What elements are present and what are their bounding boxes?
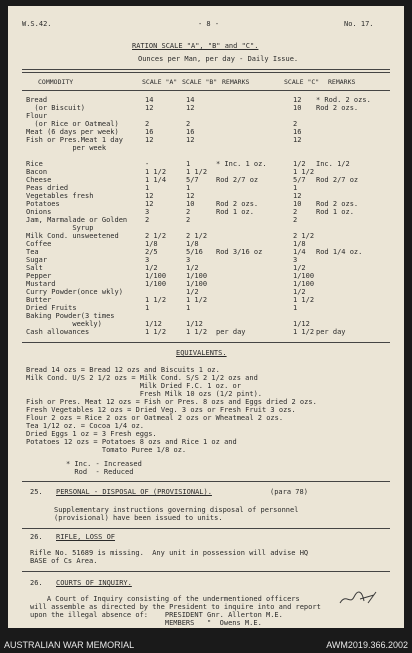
cell-commodity: Dried Fruits (26, 304, 77, 312)
cell-scale-b: 1/12 (186, 320, 203, 328)
cell-commodity: Bread (26, 96, 48, 104)
column-header-remarks-c: REMARKS (328, 78, 356, 86)
cell-scale-c: 2 1/2 (293, 232, 315, 240)
table-row (8, 112, 404, 120)
section-26b-line-3: upon the illegal absence of: PRESIDENT Gnr. Allerton M.E. (30, 611, 283, 619)
cell-commodity: weekly) (26, 320, 102, 328)
cell-scale-c: 2 (293, 216, 298, 224)
cell-commodity: Baking Powder(3 times (26, 312, 115, 320)
section-divider-2 (22, 528, 390, 529)
archive-reference: AWM2019.366.2002 (326, 640, 408, 650)
cell-scale-c: 5/7 (293, 176, 306, 184)
cell-scale-a: 16 (145, 128, 154, 136)
table-row (8, 304, 404, 312)
cell-scale-a: 1/100 (145, 272, 167, 280)
cell-scale-a: 2 1/2 (145, 232, 167, 240)
cell-scale-a: 3 (145, 208, 150, 216)
cell-scale-c: 2 (293, 120, 298, 128)
cell-scale-a: 1/100 (145, 280, 167, 288)
cell-scale-a: 12 (145, 136, 154, 144)
section-25-line-2: (provisional) have been issued to units. (54, 514, 223, 522)
cell-scale-b: 5/16 (186, 248, 203, 256)
equivalent-line: Tea 1/12 oz. = Cocoa 1/4 oz. (26, 422, 145, 430)
cell-commodity: Meat (6 days per week) (26, 128, 119, 136)
cell-scale-c: 12 (293, 136, 302, 144)
header-left: W.S.42. (22, 20, 52, 28)
cell-scale-b: 1/100 (186, 280, 208, 288)
cell-scale-b: 1 (186, 184, 191, 192)
section-25-line-1: Supplementary instructions governing disposal of personnel (54, 506, 299, 514)
cell-scale-b: 5/7 (186, 176, 199, 184)
cell-scale-c: 1 (293, 304, 298, 312)
section-26a-line-2: BASE of Cs Area. (30, 557, 98, 565)
table-row (8, 248, 404, 256)
table-row (8, 328, 404, 336)
cell-remarks-b: Rod 1 oz. (216, 208, 254, 216)
cell-scale-c: 1 1/2 (293, 296, 315, 304)
cell-scale-b: 1 1/2 (186, 328, 208, 336)
cell-scale-c: 1 (293, 184, 298, 192)
cell-remarks-c: Rod 2 ozs. (316, 104, 359, 112)
legend-increased: * Inc. - Increased (66, 460, 142, 468)
cell-commodity: Potatoes (26, 200, 60, 208)
cell-commodity: Butter (26, 296, 52, 304)
cell-scale-a: 14 (145, 96, 154, 104)
cell-scale-a: 1/8 (145, 240, 158, 248)
section-25-ref: (para 78) (270, 488, 308, 496)
cell-scale-c: 1/4 (293, 248, 306, 256)
ration-scale-subtitle: Ounces per Man, per day - Daily Issue. (138, 55, 299, 63)
cell-scale-c: 16 (293, 128, 302, 136)
section-26a-number: 26. (30, 533, 43, 541)
table-row (8, 320, 404, 328)
table-row (8, 312, 404, 320)
cell-scale-b: 1 1/2 (186, 296, 208, 304)
table-row (8, 152, 404, 160)
table-top-rule (22, 69, 390, 70)
table-row (8, 240, 404, 248)
cell-remarks-c: Inc. 1/2 (316, 160, 350, 168)
document-page (8, 6, 404, 628)
table-row (8, 136, 404, 144)
table-row (8, 216, 404, 224)
cell-scale-a: 1 1/4 (145, 176, 167, 184)
cell-commodity: (or Rice or Oatmeal) (26, 120, 119, 128)
table-row (8, 128, 404, 136)
cell-commodity: Onions (26, 208, 52, 216)
cell-remarks-b: * Inc. 1 oz. (216, 160, 267, 168)
cell-scale-c: 12 (293, 96, 302, 104)
cell-scale-b: 1 (186, 160, 191, 168)
cell-commodity: Cheese (26, 176, 52, 184)
equivalent-line: Fresh Vegetables 12 ozs = Dried Veg. 3 ozs or Fresh Fruit 3 ozs. (26, 406, 296, 414)
table-row (8, 224, 404, 232)
cell-commodity: Rice (26, 160, 43, 168)
table-row (8, 208, 404, 216)
header-page-number: - 8 - (198, 20, 220, 28)
table-row (8, 280, 404, 288)
cell-commodity: Pepper (26, 272, 52, 280)
section-divider-3 (22, 571, 390, 572)
section-25-number: 25. (30, 488, 43, 496)
ration-scale-title: RATION SCALE "A", "B" and "C". (132, 42, 259, 50)
table-row (8, 232, 404, 240)
cell-scale-a: 1/2 (145, 264, 158, 272)
section-26b-title: COURTS OF INQUIRY. (56, 579, 132, 587)
cell-scale-a: 12 (145, 200, 154, 208)
section-26a-line-1: Rifle No. 51689 is missing. Any unit in possession will advise HQ (30, 549, 309, 557)
cell-scale-a: 1 (145, 304, 150, 312)
cell-scale-a: 2/5 (145, 248, 158, 256)
cell-commodity: Vegetables fresh (26, 192, 94, 200)
cell-scale-b: 1/100 (186, 272, 208, 280)
table-row (8, 256, 404, 264)
column-header-commodity: COMMODITY (38, 78, 74, 86)
cell-scale-a: 2 (145, 216, 150, 224)
table-row (8, 272, 404, 280)
table-row (8, 200, 404, 208)
cell-scale-b: 2 (186, 208, 191, 216)
section-divider-1 (22, 481, 390, 482)
cell-scale-b: 1/2 (186, 288, 199, 296)
table-row (8, 104, 404, 112)
cell-scale-c: 1/2 (293, 288, 306, 296)
cell-commodity: Curry Powder(once wkly) (26, 288, 123, 296)
equivalent-line: Fresh Milk 10 ozs (1/2 pint). (26, 390, 263, 398)
equivalent-line: Dried Eggs 1 oz = 3 Fresh eggs. (26, 430, 157, 438)
column-header-remarks-b: REMARKS (222, 78, 250, 86)
cell-commodity: Peas dried (26, 184, 69, 192)
cell-scale-c: 1/2 (293, 264, 306, 272)
cell-commodity: Jam, Marmalade or Golden (26, 216, 128, 224)
header-issue-number: No. 17. (344, 20, 374, 28)
handwritten-signature (338, 589, 378, 607)
cell-commodity: Tea (26, 248, 39, 256)
equivalent-line: Flour 2 ozs = Rice 2 ozs or Oatmeal 2 ozs or Wheatmeal 2 ozs. (26, 414, 284, 422)
cell-scale-c: 1/2 (293, 160, 306, 168)
cell-commodity: Sugar (26, 256, 48, 264)
section-26b-line-1: A Court of Inquiry consisting of the undermentioned officers (30, 595, 300, 603)
cell-scale-c: 1/8 (293, 240, 306, 248)
section-26b-line-4: MEMBERS " Owens M.E. (30, 619, 262, 627)
cell-remarks-c: per day (316, 328, 346, 336)
cell-scale-a: 1 1/2 (145, 328, 167, 336)
cell-commodity: Bacon (26, 168, 48, 176)
table-row (8, 264, 404, 272)
cell-commodity: Syrup (26, 224, 94, 232)
table-row (8, 296, 404, 304)
cell-remarks-c: Rod 1/4 oz. (316, 248, 363, 256)
table-row (8, 144, 404, 152)
cell-scale-b: 2 (186, 120, 191, 128)
cell-scale-c: 12 (293, 192, 302, 200)
cell-scale-b: 1/2 (186, 264, 199, 272)
cell-scale-a: 12 (145, 104, 154, 112)
archive-name: AUSTRALIAN WAR MEMORIAL (4, 640, 135, 650)
cell-commodity: Coffee (26, 240, 52, 248)
cell-scale-b: 12 (186, 104, 195, 112)
section-25-title: PERSONAL - DISPOSAL OF (PROVISIONAL). (56, 488, 212, 496)
table-row (8, 184, 404, 192)
equivalent-line: Bread 14 ozs = Bread 12 ozs and Biscuits 1 oz. (26, 366, 220, 374)
cell-remarks-c: Rod 2/7 oz (316, 176, 359, 184)
cell-commodity: Milk Cond. unsweetened (26, 232, 119, 240)
section-26b-line-2: will assemble as directed by the President to inquire into and report (30, 603, 321, 611)
cell-scale-a: 1/12 (145, 320, 162, 328)
cell-scale-b: 1/8 (186, 240, 199, 248)
cell-commodity: Cash allowances (26, 328, 90, 336)
cell-scale-c: 1/12 (293, 320, 310, 328)
cell-scale-c: 1/100 (293, 280, 315, 288)
cell-scale-c: 1 1/2 (293, 168, 315, 176)
cell-remarks-b: Rod 2/7 oz (216, 176, 259, 184)
cell-remarks-b: Rod 3/16 oz (216, 248, 263, 256)
cell-scale-a: 1 (145, 184, 150, 192)
cell-scale-c: 10 (293, 200, 302, 208)
equivalent-line: Milk Cond. U/S 2 1/2 ozs = Milk Cond. S/S 2 1/2 ozs and (26, 374, 258, 382)
equivalent-line: Milk Dried F.C. 1 oz. or (26, 382, 241, 390)
cell-scale-b: 3 (186, 256, 191, 264)
equivalents-title: EQUIVALENTS. (176, 349, 227, 357)
table-row (8, 160, 404, 168)
cell-scale-b: 14 (186, 96, 195, 104)
cell-remarks-b: per day (216, 328, 246, 336)
cell-scale-a: 3 (145, 256, 150, 264)
cell-commodity: (or Biscuit) (26, 104, 86, 112)
cell-commodity: Fish or Pres.Meat 1 day (26, 136, 123, 144)
legend-reduced: Rod - Reduced (66, 468, 134, 476)
table-top-rule-2 (22, 72, 390, 73)
column-header-scale-b: SCALE "B" (182, 78, 218, 86)
cell-commodity: Salt (26, 264, 43, 272)
cell-commodity: Mustard (26, 280, 56, 288)
cell-scale-a: 12 (145, 192, 154, 200)
column-header-scale-c: SCALE "C" (284, 78, 320, 86)
section-26b-number: 26. (30, 579, 43, 587)
cell-scale-b: 12 (186, 192, 195, 200)
cell-remarks-c: Rod 2 ozs. (316, 200, 359, 208)
cell-scale-c: 1 1/2 (293, 328, 315, 336)
section-26a-title: RIFLE, LOSS OF (56, 533, 116, 541)
equivalent-line: Tomato Puree 1/8 oz. (26, 446, 187, 454)
cell-scale-c: 10 (293, 104, 302, 112)
cell-remarks-c: * Rod. 2 ozs. (316, 96, 371, 104)
table-row (8, 192, 404, 200)
table-bottom-rule (22, 342, 390, 343)
cell-scale-a: 2 (145, 120, 150, 128)
equivalent-line: Fish or Pres. Meat 12 ozs = Fish or Pres. 8 ozs and Eggs dried 2 ozs. (26, 398, 317, 406)
table-row (8, 168, 404, 176)
cell-scale-a: 1 1/2 (145, 168, 167, 176)
cell-scale-c: 1/100 (293, 272, 315, 280)
cell-scale-b: 1 1/2 (186, 168, 208, 176)
table-header-rule (22, 90, 390, 91)
cell-scale-b: 1 (186, 304, 191, 312)
cell-scale-c: 3 (293, 256, 298, 264)
cell-scale-a: - (145, 160, 150, 168)
cell-scale-b: 2 (186, 216, 191, 224)
cell-scale-b: 12 (186, 136, 195, 144)
cell-scale-b: 10 (186, 200, 195, 208)
cell-commodity: Flour (26, 112, 48, 120)
table-row (8, 176, 404, 184)
cell-commodity: per week (26, 144, 107, 152)
cell-scale-c: 2 (293, 208, 298, 216)
column-header-scale-a: SCALE "A" (142, 78, 178, 86)
cell-scale-a: 1 1/2 (145, 296, 167, 304)
table-row (8, 120, 404, 128)
table-row (8, 288, 404, 296)
cell-remarks-b: Rod 2 ozs. (216, 200, 259, 208)
cell-scale-b: 16 (186, 128, 195, 136)
archive-footer-bar (0, 636, 412, 653)
equivalent-line: Potatoes 12 ozs = Potatoes 8 ozs and Rice 1 oz and (26, 438, 237, 446)
cell-remarks-c: Rod 1 oz. (316, 208, 354, 216)
cell-scale-b: 2 1/2 (186, 232, 208, 240)
table-row (8, 96, 404, 104)
